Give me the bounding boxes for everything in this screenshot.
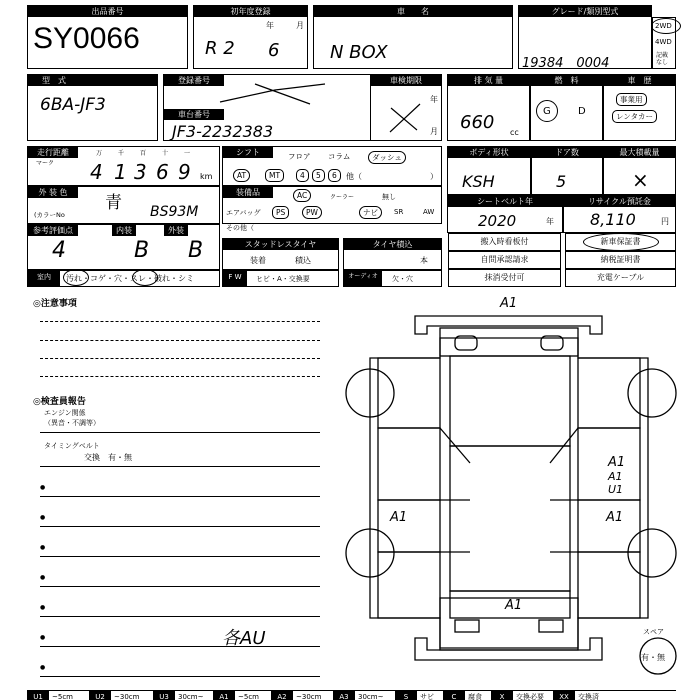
damage-mark-right-front: A1 [608, 455, 626, 470]
btn-self-approval: 自問承認請求 [448, 251, 561, 269]
note-line-2 [40, 526, 320, 527]
timing-label: タイミングベルト [44, 442, 100, 450]
mileage-mark: マーク [36, 160, 55, 167]
seatbelt-value: 2020 [478, 212, 517, 230]
grade-value: 19384 0004 [522, 56, 610, 71]
mileage-digit-4: 9 [178, 160, 191, 184]
equip-sr: SR [394, 208, 404, 216]
legend-a1-desc: ~5cm [238, 693, 259, 700]
shift-at: AT [233, 169, 250, 182]
exterior-label: 外装 [164, 225, 188, 236]
body-label: ボディ形状 [448, 147, 530, 158]
left-rear-fender [378, 552, 440, 618]
mileage-unit-2: 百 [140, 150, 147, 157]
interior-label: 内装 [112, 225, 136, 236]
bullet-1: ● [40, 484, 46, 491]
left-rear-door [378, 500, 440, 552]
mileage-digit-3: 6 [156, 160, 169, 184]
shift-other: 他（ [346, 172, 362, 181]
wheel-rear-right [628, 529, 676, 577]
history-rental: レンタカー [612, 110, 657, 123]
bullet-5: ● [40, 604, 46, 611]
reg-no-strike [215, 82, 335, 107]
stud-mounted: 装着 [250, 256, 266, 265]
damage-mark-right-door-u: U1 [608, 483, 624, 496]
damage-mark-right-door-a: A1 [608, 470, 623, 483]
wheel-front-right [628, 369, 676, 417]
legend-c: C [443, 691, 465, 700]
grade-label: グレード/類別型式 [519, 6, 651, 17]
fw-label: F W [223, 271, 247, 286]
shift-mt: MT [265, 169, 284, 182]
legend-u3-desc: 30cm~ [178, 693, 204, 700]
caution-line-1 [40, 321, 320, 322]
timing-line [40, 466, 320, 467]
caution-line-2 [40, 340, 320, 341]
note-line-4 [40, 586, 320, 587]
displacement-label: 排 気 量 [448, 75, 529, 86]
legend-s: S [395, 691, 417, 700]
legend-u3: U3 [153, 691, 175, 700]
engine-label: エンジン関係 （異音・不調等） [44, 409, 100, 427]
capacity-label: 最大積載量 [604, 147, 675, 158]
room-dirty-circle [63, 269, 89, 286]
legend-u2: U2 [89, 691, 111, 700]
history-label: 車 歴 [604, 75, 675, 86]
mileage-unit-4: 一 [184, 150, 191, 157]
month-unit: 月 [296, 21, 304, 30]
interior-value: B [134, 238, 150, 263]
damage-mark-front: A1 [500, 296, 518, 311]
legend-a2: A2 [271, 691, 293, 700]
shift-column: コラム [328, 152, 351, 161]
damage-mark-right-rear: A1 [606, 510, 624, 525]
legend-xx: XX [553, 691, 575, 700]
doors-value: 5 [556, 172, 567, 191]
fuel-label: 燃 料 [531, 75, 602, 86]
reg-no-label: 登録番号 [164, 75, 224, 86]
note-line-6 [40, 646, 320, 647]
shift-6: 6 [328, 169, 341, 182]
stud-label: スタッドレスタイヤ [223, 239, 338, 250]
inspection-strike [385, 100, 425, 136]
right-rear-fender [578, 552, 640, 618]
rear-lamp-left [455, 620, 479, 632]
recycle-unit: 円 [661, 217, 669, 226]
model-value: 6BA-JF3 [40, 95, 106, 115]
model-label: 型 式 [28, 75, 157, 86]
displacement-value: 660 [460, 112, 495, 133]
note-line-7 [40, 676, 320, 677]
shift-dash: ダッシュ [368, 151, 406, 164]
btn-signboard: 搬入時看板付 [448, 233, 561, 251]
score-label: 参考評価点 [28, 225, 78, 236]
lot-label: 出品番号 [28, 6, 187, 17]
engine-line [40, 432, 320, 433]
seatbelt-unit: 年 [546, 217, 554, 226]
legend-c-desc: 腐食 [468, 693, 482, 700]
legend-xx-desc: 交換済 [578, 693, 599, 700]
shift-5: 5 [312, 169, 325, 182]
caution-title: ◎注意事項 [33, 299, 77, 309]
chassis-label: 車台番号 [164, 109, 224, 120]
recycle-value: 8,110 [590, 210, 636, 229]
fuel-d: D [578, 106, 586, 117]
equip-cooler: クーラー [330, 194, 355, 201]
warranty-circle [583, 233, 659, 251]
spare-value: 有・無 [641, 653, 665, 662]
first-reg-label: 初年度登録 [194, 6, 307, 17]
equip-label: 装備品 [223, 187, 273, 198]
equip-none: 無し [382, 193, 396, 201]
bullet-2: ● [40, 514, 46, 521]
legend-x-desc: 交換必要 [516, 693, 544, 700]
stud-loaded: 積込 [295, 256, 311, 265]
windshield [450, 356, 570, 446]
right-rear-door [578, 500, 640, 552]
inspection-label: 車検期限 [371, 75, 441, 86]
inspection-month-unit: 月 [430, 127, 438, 136]
caution-line-4 [40, 376, 320, 377]
damage-mark-rear: A1 [505, 598, 523, 613]
legend-a3-desc: 30cm~ [358, 693, 384, 700]
mileage-digit-1: 1 [114, 160, 127, 184]
damage-mark-left: A1 [390, 510, 408, 525]
btn-tax-cert: 納税証明書 [565, 251, 676, 269]
color-value: 青 [105, 193, 122, 213]
note-line-3 [40, 556, 320, 557]
recycle-label: リサイクル預託金 [564, 196, 675, 207]
rear-lamp-right [539, 620, 563, 632]
btn-deregistration: 抹消受付可 [448, 269, 561, 287]
inspector-title: ◎検査員報告 [33, 397, 86, 407]
rear-bumper [415, 638, 602, 660]
note-line-1 [40, 496, 320, 497]
lot-number: SY0066 [33, 22, 140, 55]
car-name-label: 車 名 [314, 6, 512, 17]
first-reg-era: R 2 [205, 38, 235, 59]
spare-label: スペア [643, 628, 664, 636]
room-items: 汚れ・コゲ・穴・スレ・破れ・シミ [66, 274, 194, 283]
equip-pw: PW [302, 206, 322, 219]
fw-items: ヒビ・A・交換要 [256, 275, 310, 283]
displacement-unit: cc [510, 128, 519, 137]
right-front-fender [578, 358, 640, 428]
drive-none: 記載 なし [656, 52, 669, 66]
legend-x: X [491, 691, 513, 700]
bullet-6: ● [40, 634, 46, 641]
audio-items: 欠・穴 [392, 275, 413, 283]
legend-a3: A3 [333, 691, 355, 700]
hood [440, 328, 578, 356]
capacity-value: × [632, 168, 649, 192]
seatbelt-label: シートベルト年 [448, 196, 562, 207]
body-value: KSH [462, 172, 495, 191]
inspection-year-unit: 年 [430, 95, 438, 104]
mileage-digit-2: 3 [134, 160, 147, 184]
tire-unit: 本 [420, 256, 428, 265]
legend-strip [27, 690, 676, 700]
roof [450, 446, 570, 591]
left-front-fender [378, 358, 440, 428]
chassis-value: JF3-2232383 [172, 122, 274, 141]
equip-other: その他（ [226, 224, 254, 232]
legend-a1: A1 [213, 691, 235, 700]
exterior-value: B [188, 238, 204, 263]
room-label: 室内 [28, 271, 60, 286]
legend-u2-desc: ~30cm [114, 693, 140, 700]
year-unit: 年 [266, 21, 274, 30]
shift-4: 4 [296, 169, 309, 182]
mileage-unit-3: 十 [162, 150, 169, 157]
bullet-7: ● [40, 664, 46, 671]
legend-s-desc: サビ [420, 693, 434, 700]
drive-2wd-circle [651, 18, 681, 34]
mileage-unit-1: 千 [118, 150, 125, 157]
car-name: N BOX [330, 42, 388, 63]
drive-4wd: 4WD [655, 38, 672, 46]
handwritten-note: 各AU [222, 628, 266, 649]
doors-label: ドア数 [532, 147, 602, 158]
equip-navi: ナビ [359, 206, 382, 219]
shift-label: シフト [223, 147, 273, 158]
mileage-label: 走行距離 [28, 147, 78, 158]
history-business: 事業用 [616, 93, 647, 106]
bullet-3: ● [40, 544, 46, 551]
drive-2wd: 2WD [655, 22, 672, 30]
legend-u1: U1 [27, 691, 49, 700]
legend-u1-desc: ~5cm [52, 693, 73, 700]
front-bumper [415, 316, 602, 334]
btn-warranty: 新車保証書 [565, 233, 676, 251]
equip-ac: AC [293, 189, 311, 202]
mileage-km: km [200, 172, 213, 181]
note-line-5 [40, 616, 320, 617]
caution-line-3 [40, 358, 320, 359]
color-no-value: BS93M [150, 204, 199, 220]
equip-ps: PS [272, 206, 289, 219]
car-diagram [340, 298, 680, 678]
btn-charge-cable: 充電ケーブル [565, 269, 676, 287]
room-scuff-circle [132, 269, 158, 286]
mileage-digit-0: 4 [90, 160, 103, 184]
legend-a2-desc: ~30cm [296, 693, 322, 700]
left-front-door [378, 428, 440, 500]
mileage-unit-0: 万 [96, 150, 103, 157]
bullet-4: ● [40, 574, 46, 581]
timing-exchange: 交換 有・無 [84, 453, 132, 462]
fuel-g: G [543, 106, 551, 117]
audio-label: オーディオ [344, 271, 382, 286]
equip-aw: AW [423, 208, 435, 216]
shift-floor: フロア [288, 152, 311, 161]
color-no-label: (カラーNo [34, 211, 65, 219]
equip-airbag: エアバッグ [226, 209, 261, 217]
color-label: 外 装 色 [28, 187, 78, 198]
first-reg-month: 6 [268, 40, 280, 61]
fuel-g-circle [536, 100, 558, 122]
score-value: 4 [52, 238, 66, 263]
shift-other-close: ） [430, 172, 438, 181]
tire-label: タイヤ積込 [344, 239, 441, 250]
